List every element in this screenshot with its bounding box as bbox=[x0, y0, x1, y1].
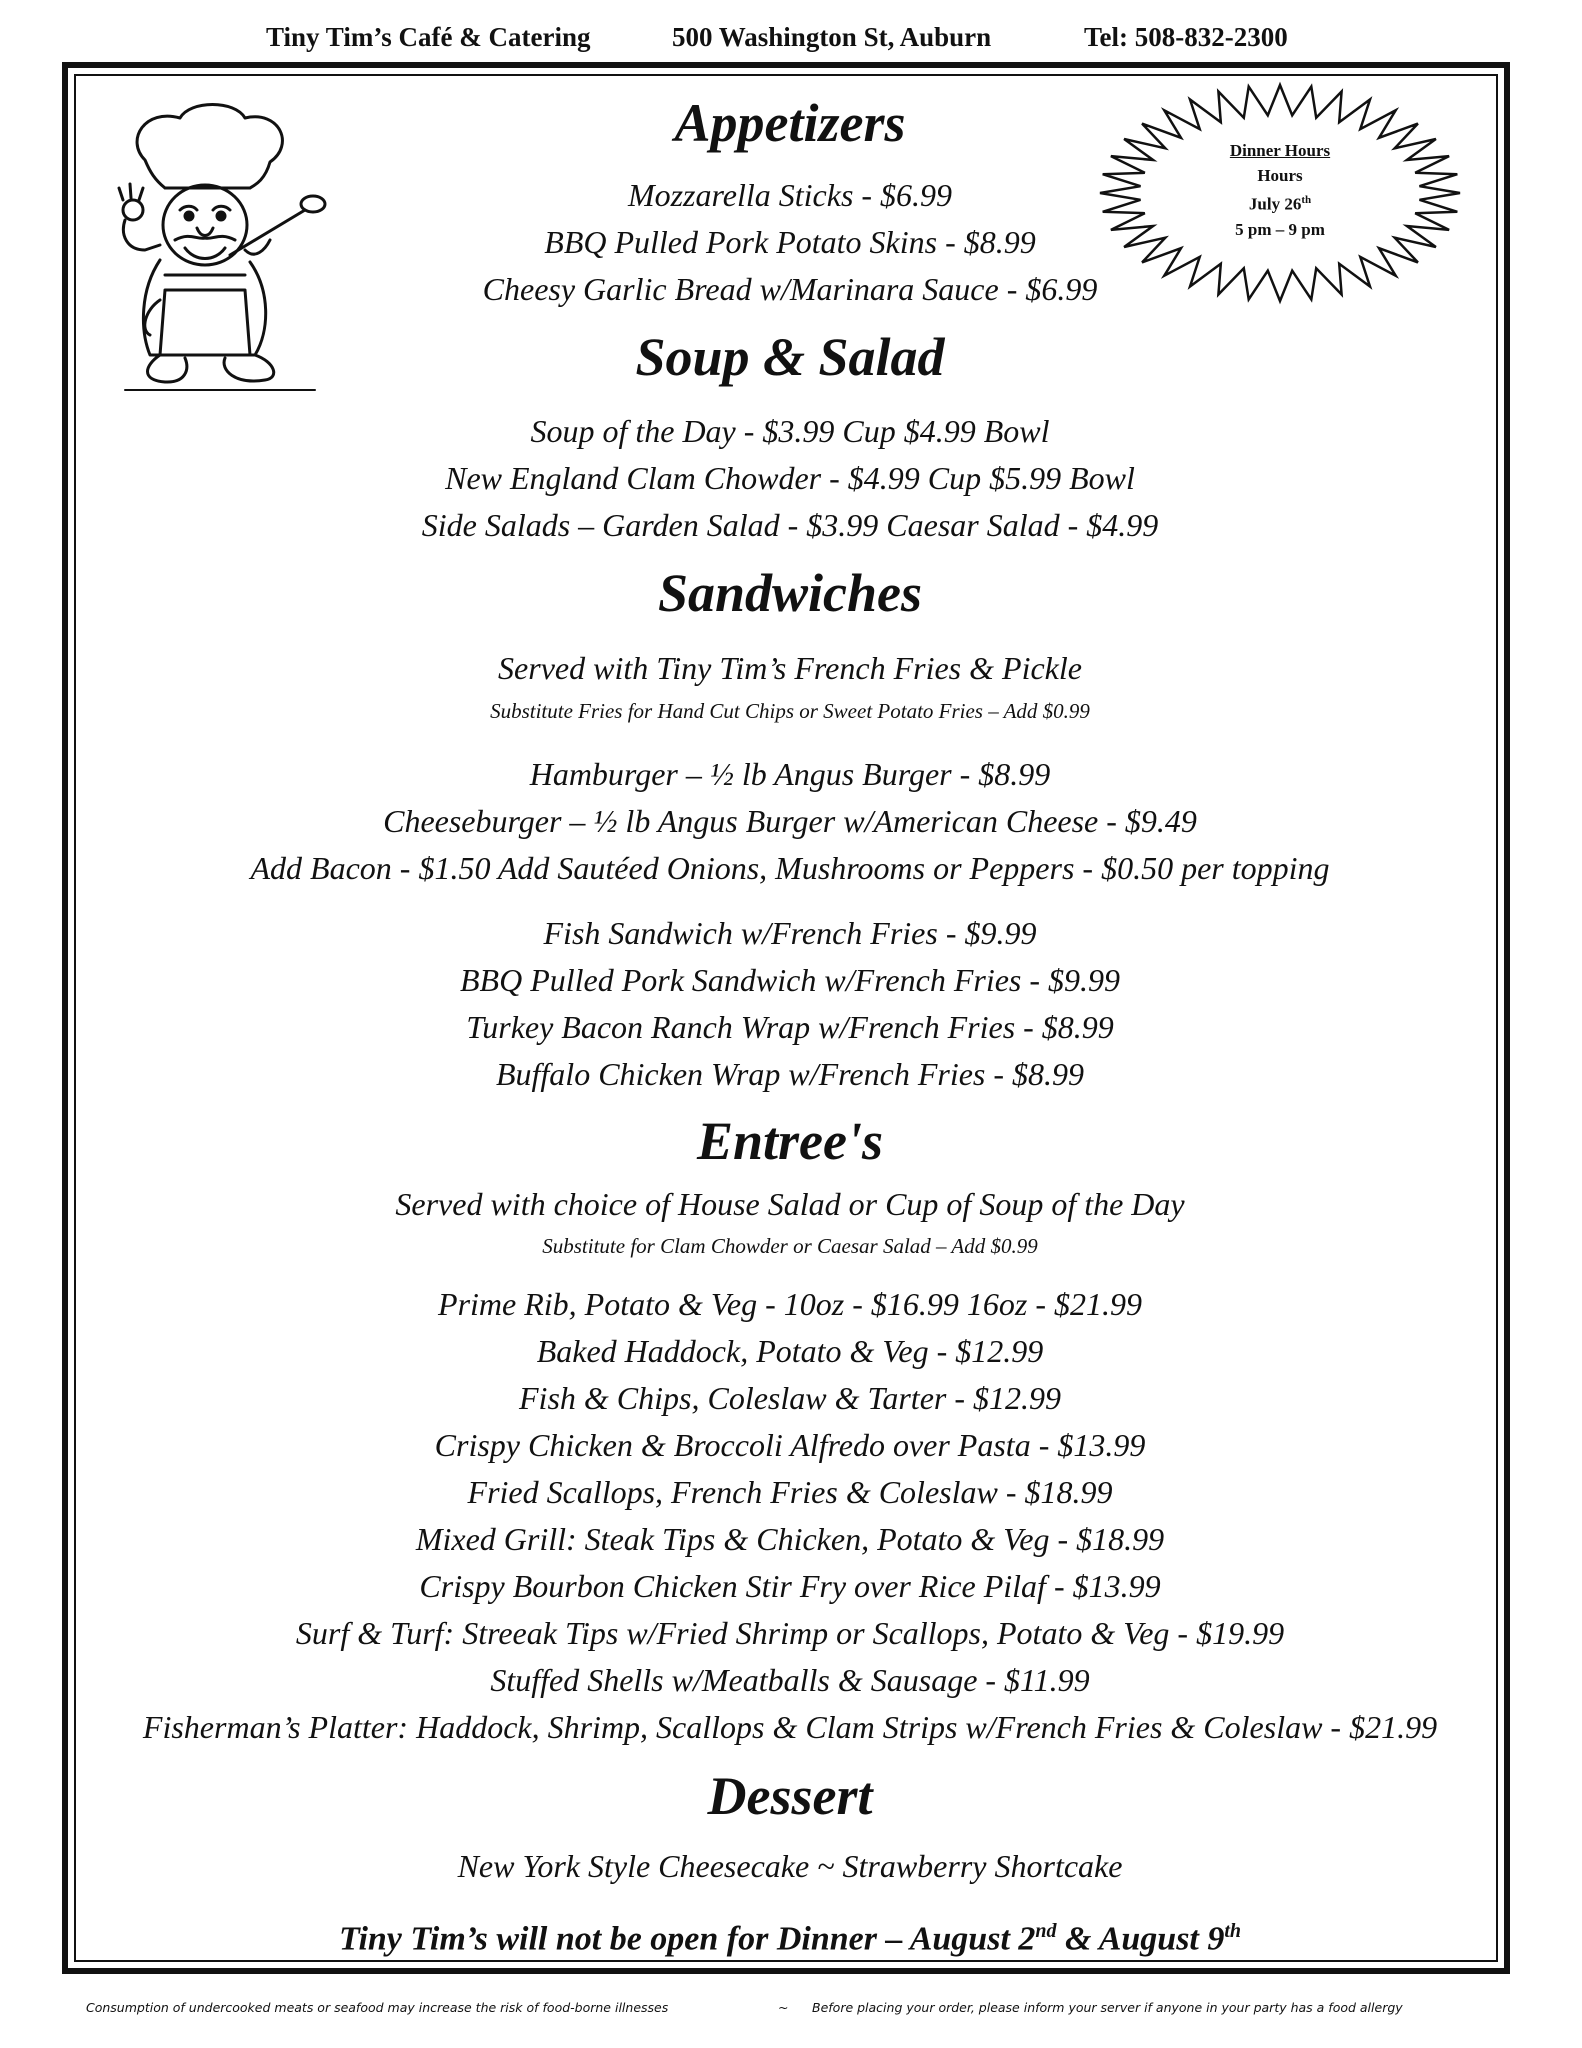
footer-separator: ~ bbox=[778, 2000, 789, 2015]
menu-item: New England Clam Chowder - $4.99 Cup $5.99 Bowl bbox=[445, 460, 1135, 496]
restaurant-name: Tiny Tim’s Café & Catering bbox=[266, 22, 591, 52]
menu-item: Hamburger – ½ lb Angus Burger - $8.99 bbox=[529, 756, 1051, 792]
menu-item: Buffalo Chicken Wrap w/French Fries - $8.99 bbox=[495, 1056, 1085, 1092]
sandwiches-substitute-note: Substitute Fries for Hand Cut Chips or Sweet Potato Fries – Add $0.99 bbox=[490, 699, 1090, 723]
section-title-appetizers: Appetizers bbox=[674, 93, 906, 153]
footer-food-safety: Consumption of undercooked meats or seafood may increase the risk of food-borne illnesses bbox=[86, 2000, 669, 2015]
restaurant-phone: Tel: 508-832-2300 bbox=[1084, 22, 1288, 52]
menu-item: Mixed Grill: Steak Tips & Chicken, Potato & Veg - $18.99 bbox=[415, 1521, 1165, 1557]
dinner-hours-title: Dinner Hours bbox=[1229, 141, 1331, 160]
menu-item: Cheesy Garlic Bread w/Marinara Sauce - $6.99 bbox=[482, 271, 1098, 307]
page-footer bbox=[0, 1994, 1582, 2024]
menu-item: Fish Sandwich w/French Fries - $9.99 bbox=[543, 915, 1037, 951]
menu-item: Side Salads – Garden Salad - $3.99 Caesar Salad - $4.99 bbox=[421, 507, 1159, 543]
menu-item: BBQ Pulled Pork Sandwich w/French Fries - $9.99 bbox=[459, 962, 1121, 998]
dessert-items: New York Style Cheesecake ~ Strawberry Shortcake bbox=[457, 1848, 1123, 1884]
entrees-served-note: Served with choice of House Salad or Cup of Soup of the Day bbox=[395, 1186, 1185, 1222]
page-header bbox=[0, 18, 1582, 58]
menu-item: Crispy Chicken & Broccoli Alfredo over Pasta - $13.99 bbox=[434, 1427, 1146, 1463]
section-title-sandwiches: Sandwiches bbox=[657, 563, 923, 623]
section-title-soup-salad: Soup & Salad bbox=[635, 327, 945, 387]
menu-item: Crispy Bourbon Chicken Stir Fry over Rice Pilaf - $13.99 bbox=[419, 1568, 1161, 1604]
menu-item: Stuffed Shells w/Meatballs & Sausage - $11.99 bbox=[490, 1662, 1090, 1698]
footer-allergy: Before placing your order, please inform your server if anyone in your party has a food allergy bbox=[812, 2000, 1403, 2015]
sandwiches-served-note: Served with Tiny Tim’s French Fries & Pickle bbox=[498, 650, 1082, 686]
menu-item: Cheeseburger – ½ lb Angus Burger w/American Cheese - $9.49 bbox=[383, 803, 1197, 839]
closing-notice: Tiny Tim’s will not be open for Dinner – August 2nd & August 9th bbox=[338, 1920, 1242, 1958]
menu-item: Turkey Bacon Ranch Wrap w/French Fries - $8.99 bbox=[466, 1009, 1114, 1045]
section-title-dessert: Dessert bbox=[707, 1766, 873, 1826]
dinner-hours-subtitle: Hours bbox=[1257, 166, 1303, 185]
menu-item: Fish & Chips, Coleslaw & Tarter - $12.99 bbox=[519, 1380, 1061, 1416]
dinner-hours-date: July 26th bbox=[1248, 194, 1312, 214]
restaurant-address: 500 Washington St, Auburn bbox=[672, 22, 992, 52]
dinner-hours-time: 5 pm – 9 pm bbox=[1235, 219, 1325, 239]
menu-item: Fisherman’s Platter: Haddock, Shrimp, Scallops & Clam Strips w/French Fries & Coleslaw - $21.99 bbox=[142, 1709, 1438, 1745]
menu-item: Fried Scallops, French Fries & Coleslaw - $18.99 bbox=[467, 1474, 1113, 1510]
menu-item: Add Bacon - $1.50 Add Sautéed Onions, Mushrooms or Peppers - $0.50 per topping bbox=[250, 850, 1330, 886]
entrees-substitute-note: Substitute for Clam Chowder or Caesar Salad – Add $0.99 bbox=[542, 1234, 1038, 1258]
menu-item: Mozzarella Sticks - $6.99 bbox=[627, 177, 953, 213]
menu-item: Soup of the Day - $3.99 Cup $4.99 Bowl bbox=[530, 413, 1050, 449]
menu-item: Prime Rib, Potato & Veg - 10oz - $16.99 16oz - $21.99 bbox=[438, 1286, 1142, 1322]
section-title-entrees: Entree's bbox=[696, 1111, 884, 1171]
menu-item: Baked Haddock, Potato & Veg - $12.99 bbox=[536, 1333, 1044, 1369]
menu-item: BBQ Pulled Pork Potato Skins - $8.99 bbox=[544, 224, 1036, 260]
menu-item: Surf & Turf: Streeak Tips w/Fried Shrimp or Scallops, Potato & Veg - $19.99 bbox=[295, 1615, 1285, 1651]
